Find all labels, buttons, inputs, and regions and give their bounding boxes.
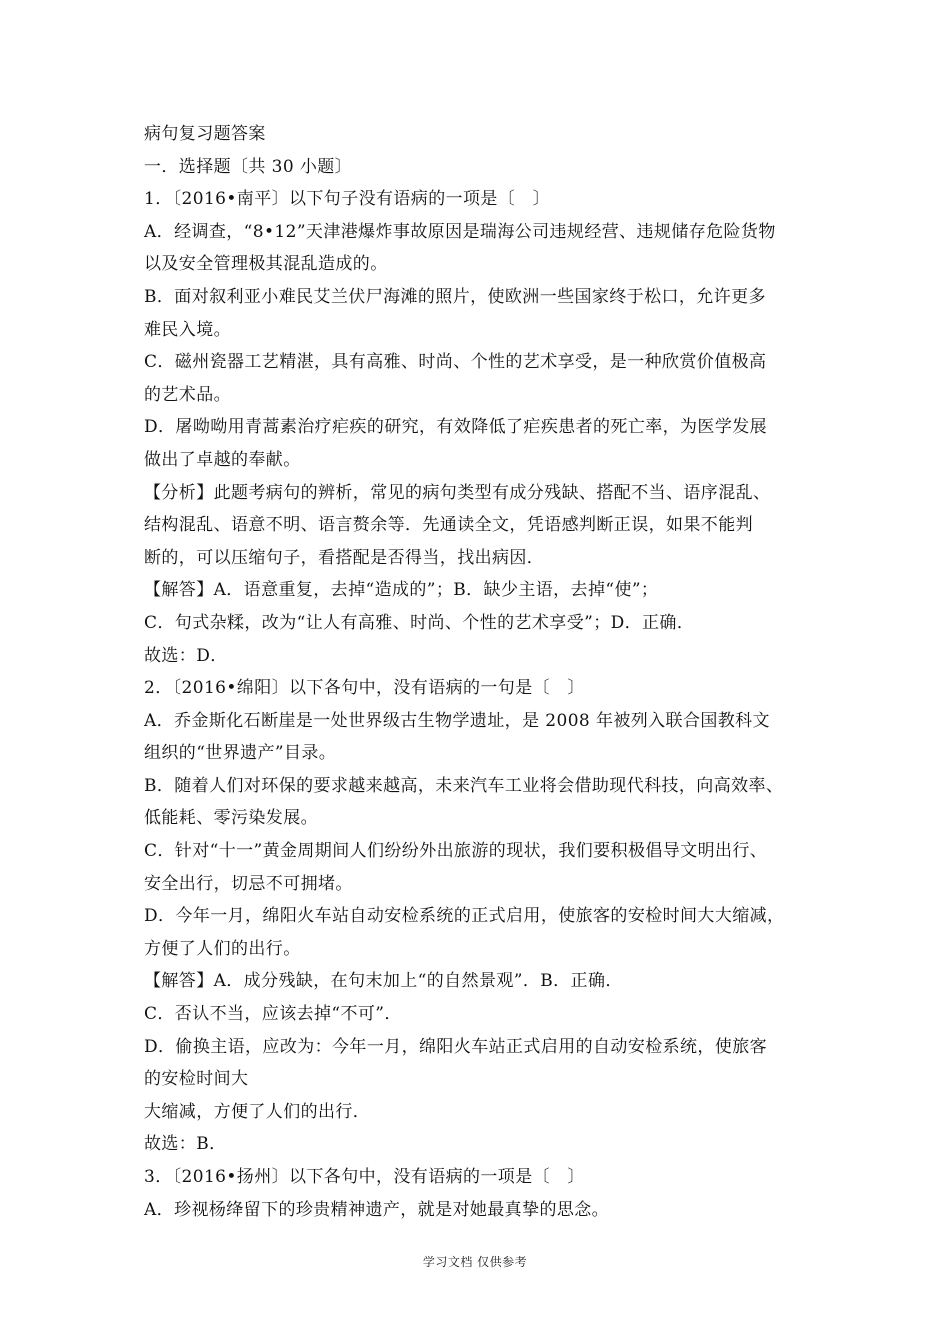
page-footer: 学习文档 仅供参考 bbox=[422, 1255, 528, 1269]
text-line: 做出了卓越的奉献。 bbox=[144, 449, 301, 470]
question-2-stem: 2．〔2016•绵阳〕以下各句中，没有语病的一句是〔 〕 bbox=[144, 678, 585, 699]
answer-line: 【解答】A．成分残缺，在句末加上“的自然景观”．B．正确． bbox=[144, 971, 623, 992]
analysis-line: 断的，可以压缩句子，看搭配是否得当，找出病因． bbox=[144, 547, 545, 568]
text-line: D．今年一月，绵阳火车站自动安检系统的正式启用，使旅客的安检时间大大缩减， bbox=[144, 906, 785, 927]
analysis-line: 结构混乱、语意不明、语言赘余等．先通读全文，凭语感判断正误，如果不能判 bbox=[144, 515, 753, 536]
document-body bbox=[144, 118, 814, 1226]
document-title: 病句复习题答案 bbox=[144, 124, 266, 144]
text-line: 以及安全管理极其混乱造成的。 bbox=[144, 254, 388, 275]
text-line: B．随着人们对环保的要求越来越高，未来汽车工业将会借助现代科技，向高效率、 bbox=[144, 775, 784, 796]
question-3-stem: 3．〔2016•扬州〕以下各句中，没有语病的一项是〔 〕 bbox=[144, 1167, 585, 1187]
text-line: 方便了人们的出行。 bbox=[144, 938, 301, 959]
text-line: A．乔金斯化石断崖是一处世界级古生物学遗址，是 2008 年被列入联合国教科文 bbox=[144, 710, 770, 731]
text-line: D．屠呦呦用青蒿素治疗疟疾的研究，有效降低了疟疾患者的死亡率，为医学发展 bbox=[144, 417, 768, 438]
question-1-stem: 1．〔2016•南平〕以下句子没有语病的一项是〔 〕 bbox=[144, 189, 551, 210]
answer-choice: 故选：D． bbox=[144, 645, 228, 666]
text-line: C．磁州瓷器工艺精湛，具有高雅、时尚、个性的艺术享受，是一种欣赏价值极高 bbox=[144, 352, 767, 373]
text-line: 安全出行，切忌不可拥堵。 bbox=[144, 873, 353, 894]
text-line: 低能耗、零污染发展。 bbox=[144, 808, 318, 829]
analysis-line: 【分析】此题考病句的辨析，常见的病句类型有成分残缺、搭配不当、语序混乱、 bbox=[144, 482, 771, 503]
answer-choice: 故选：B． bbox=[144, 1134, 227, 1155]
answer-line: 的安检时间大 bbox=[144, 1069, 249, 1090]
answer-line: D．偷换主语，应改为：今年一月，绵阳火车站正式启用的自动安检系统，使旅客 bbox=[144, 1036, 768, 1057]
text-line: A．经调查，“8•12”天津港爆炸事故原因是瑞海公司违规经营、违规储存危险货物 bbox=[144, 221, 776, 242]
section-heading: 一．选择题〔共 30 小题〕 bbox=[144, 156, 353, 177]
answer-line: C．否认不当，应该去掉“不可”． bbox=[144, 1004, 402, 1025]
answer-line: 大缩减，方便了人们的出行． bbox=[144, 1101, 371, 1122]
answer-line: C．句式杂糅，改为“让人有高雅、时尚、个性的艺术享受”；D．正确． bbox=[144, 612, 695, 633]
text-line: C．针对“十一”黄金周期间人们纷纷外出旅游的现状，我们要积极倡导文明出行、 bbox=[144, 841, 768, 862]
answer-line: 【解答】A．语意重复，去掉“造成的”；B．缺少主语，去掉“使”； bbox=[144, 580, 659, 601]
text-line: A．珍视杨绛留下的珍贵精神遗产，就是对她最真挚的思念。 bbox=[144, 1199, 610, 1220]
text-line: 难民入境。 bbox=[144, 319, 231, 340]
text-line: 的艺术品。 bbox=[144, 384, 231, 405]
text-line: 组织的“世界遗产”目录。 bbox=[144, 743, 337, 764]
text-line: B．面对叙利亚小难民艾兰伏尸海滩的照片，使欧洲一些国家终于松口，允许更多 bbox=[144, 286, 766, 307]
